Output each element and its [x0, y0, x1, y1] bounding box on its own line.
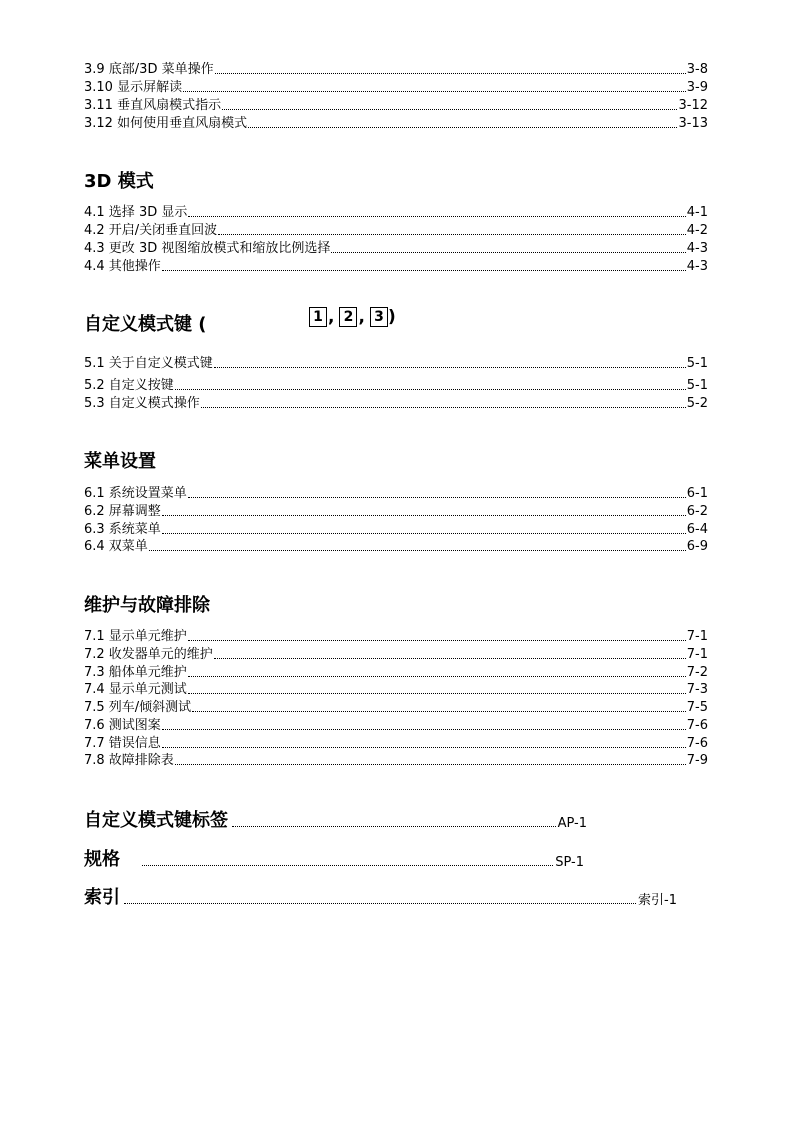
dot-leader: [188, 496, 686, 498]
key-1-label: 1: [309, 307, 327, 327]
dot-leader: [214, 657, 686, 659]
toc-entry-title: 7.5 列车/倾斜测试: [84, 700, 192, 715]
toc-entry-page: 4-2: [686, 223, 708, 238]
toc-entry-title: 5.2 自定义按键: [84, 378, 174, 393]
toc-entry-title: 7.8 故障排除表: [84, 753, 174, 768]
toc-entry-4-2[interactable]: [84, 221, 708, 239]
dot-leader: [162, 728, 686, 730]
toc-entry-7-3[interactable]: [84, 663, 708, 681]
toc-entry-page: 5-1: [686, 356, 708, 371]
toc-entry-title: 7.4 显示单元测试: [84, 682, 187, 697]
dot-leader: [175, 388, 686, 390]
toc-entry-page: 7-3: [686, 682, 708, 697]
toc-entry-5-2[interactable]: [84, 376, 708, 394]
dot-leader: [222, 108, 677, 110]
toc-entry-page: 7-9: [686, 753, 708, 768]
toc-entry-7-1[interactable]: [84, 627, 708, 645]
toc-entry-page: 6-1: [686, 486, 708, 501]
key-separator: ,: [328, 307, 335, 327]
dot-leader: [201, 406, 686, 408]
toc-appendix-page: AP-1: [557, 816, 587, 831]
dot-leader: [215, 72, 686, 74]
toc-entry-3-11[interactable]: [84, 96, 708, 114]
toc-entry-3-10[interactable]: [84, 78, 708, 96]
toc-entry-title: 3.12 如何使用垂直风扇模式: [84, 116, 248, 131]
toc-appendix-title: 自定义模式键标签: [84, 810, 228, 831]
toc-entry-title: 6.4 双菜单: [84, 539, 148, 554]
dot-leader: [248, 126, 677, 128]
toc-entry-title: 6.2 屏幕调整: [84, 504, 161, 519]
toc-entry-page: 3-12: [678, 98, 708, 113]
toc-entry-page: 4-3: [686, 241, 708, 256]
dot-leader: [124, 902, 636, 904]
dot-leader: [162, 746, 686, 748]
toc-entry-title: 4.3 更改 3D 视图缩放模式和缩放比例选择: [84, 241, 331, 256]
toc-entry-7-5[interactable]: [84, 698, 708, 716]
toc-entry-7-2[interactable]: [84, 645, 708, 663]
key-3-label: 3: [370, 307, 388, 327]
toc-entry-page: 3-9: [686, 80, 708, 95]
dot-leader: [192, 710, 686, 712]
dot-leader: [183, 90, 686, 92]
dot-leader: [331, 251, 685, 253]
toc-entry-page: 7-5: [686, 700, 708, 715]
toc-entry-7-8[interactable]: [84, 751, 708, 769]
toc-appendix-specifications[interactable]: [84, 847, 584, 871]
toc-entry-title: 7.3 船体单元维护: [84, 665, 187, 680]
toc-entry-6-4[interactable]: [84, 537, 708, 555]
dot-leader: [188, 675, 686, 677]
toc-entry-6-2[interactable]: [84, 502, 708, 520]
key-2-label: 2: [339, 307, 357, 327]
toc-entry-title: 7.6 测试图案: [84, 718, 161, 733]
dot-leader: [188, 692, 686, 694]
toc-entry-7-7[interactable]: [84, 734, 708, 752]
dot-leader: [175, 763, 686, 765]
dot-leader: [188, 639, 686, 641]
toc-entry-3-9[interactable]: [84, 60, 708, 78]
toc-entry-7-6[interactable]: [84, 716, 708, 734]
dot-leader: [162, 514, 686, 516]
toc-entry-page: 4-3: [686, 259, 708, 274]
dot-leader: [162, 532, 686, 534]
toc-appendix-custom-key-labels[interactable]: [84, 808, 587, 832]
toc-entry-title: 3.9 底部/3D 菜单操作: [84, 62, 214, 77]
toc-entry-page: 6-2: [686, 504, 708, 519]
dot-leader: [149, 549, 686, 551]
toc-entry-page: 7-6: [686, 736, 708, 751]
toc-entry-title: 4.2 开启/关闭垂直回波: [84, 223, 218, 238]
toc-entry-page: 7-2: [686, 665, 708, 680]
custom-key-labels: [309, 306, 396, 328]
dot-leader: [214, 366, 686, 368]
toc-entry-title: 7.1 显示单元维护: [84, 629, 187, 644]
toc-appendix-page: SP-1: [555, 855, 584, 870]
section-heading-6: 菜单设置: [84, 451, 156, 472]
toc-entry-7-4[interactable]: [84, 680, 708, 698]
toc-appendix-index[interactable]: [84, 885, 677, 909]
toc-entry-page: 7-6: [686, 718, 708, 733]
section-heading-4: 3D 模式: [84, 171, 154, 192]
heading-close-paren: ): [387, 307, 396, 327]
toc-entry-title: 5.3 自定义模式操作: [84, 396, 200, 411]
toc-entry-page: 3-8: [686, 62, 708, 77]
dot-leader: [188, 215, 685, 217]
dot-leader: [218, 233, 686, 235]
dot-leader: [232, 825, 556, 827]
dot-leader: [162, 269, 686, 271]
toc-entry-5-3[interactable]: [84, 394, 708, 412]
toc-entry-6-3[interactable]: [84, 520, 708, 538]
toc-entry-title: 3.11 垂直风扇模式指示: [84, 98, 222, 113]
toc-entry-title: 5.1 关于自定义模式键: [84, 356, 213, 371]
toc-appendix-title: 索引: [84, 887, 120, 908]
toc-entry-page: 6-9: [686, 539, 708, 554]
toc-entry-4-1[interactable]: [84, 203, 708, 221]
toc-entry-page: 5-2: [686, 396, 708, 411]
section-heading-5: 自定义模式键 (: [84, 314, 207, 335]
toc-entry-3-12[interactable]: [84, 114, 708, 132]
toc-entry-title: 4.1 选择 3D 显示: [84, 205, 188, 220]
toc-entry-page: 4-1: [686, 205, 708, 220]
toc-entry-title: 3.10 显示屏解读: [84, 80, 183, 95]
section-heading-7: 维护与故障排除: [84, 595, 210, 616]
toc-entry-page: 7-1: [686, 647, 708, 662]
key-separator: ,: [358, 307, 365, 327]
toc-entry-page: 7-1: [686, 629, 708, 644]
toc-entry-page: 6-4: [686, 522, 708, 537]
toc-entry-title: 7.7 错误信息: [84, 736, 161, 751]
toc-entry-4-3[interactable]: [84, 239, 708, 257]
dot-leader: [142, 864, 553, 866]
toc-appendix-title: 规格: [84, 849, 120, 870]
toc-entry-6-1[interactable]: [84, 484, 708, 502]
toc-appendix-page: 索引-1: [638, 893, 677, 908]
toc-entry-page: 5-1: [686, 378, 708, 393]
toc-entry-title: 6.3 系统菜单: [84, 522, 161, 537]
toc-entry-page: 3-13: [678, 116, 708, 131]
toc-entry-title: 4.4 其他操作: [84, 259, 161, 274]
toc-entry-title: 7.2 收发器单元的维护: [84, 647, 213, 662]
toc-entry-title: 6.1 系统设置菜单: [84, 486, 187, 501]
toc-entry-4-4[interactable]: [84, 257, 708, 275]
toc-entry-5-1[interactable]: [84, 354, 708, 372]
